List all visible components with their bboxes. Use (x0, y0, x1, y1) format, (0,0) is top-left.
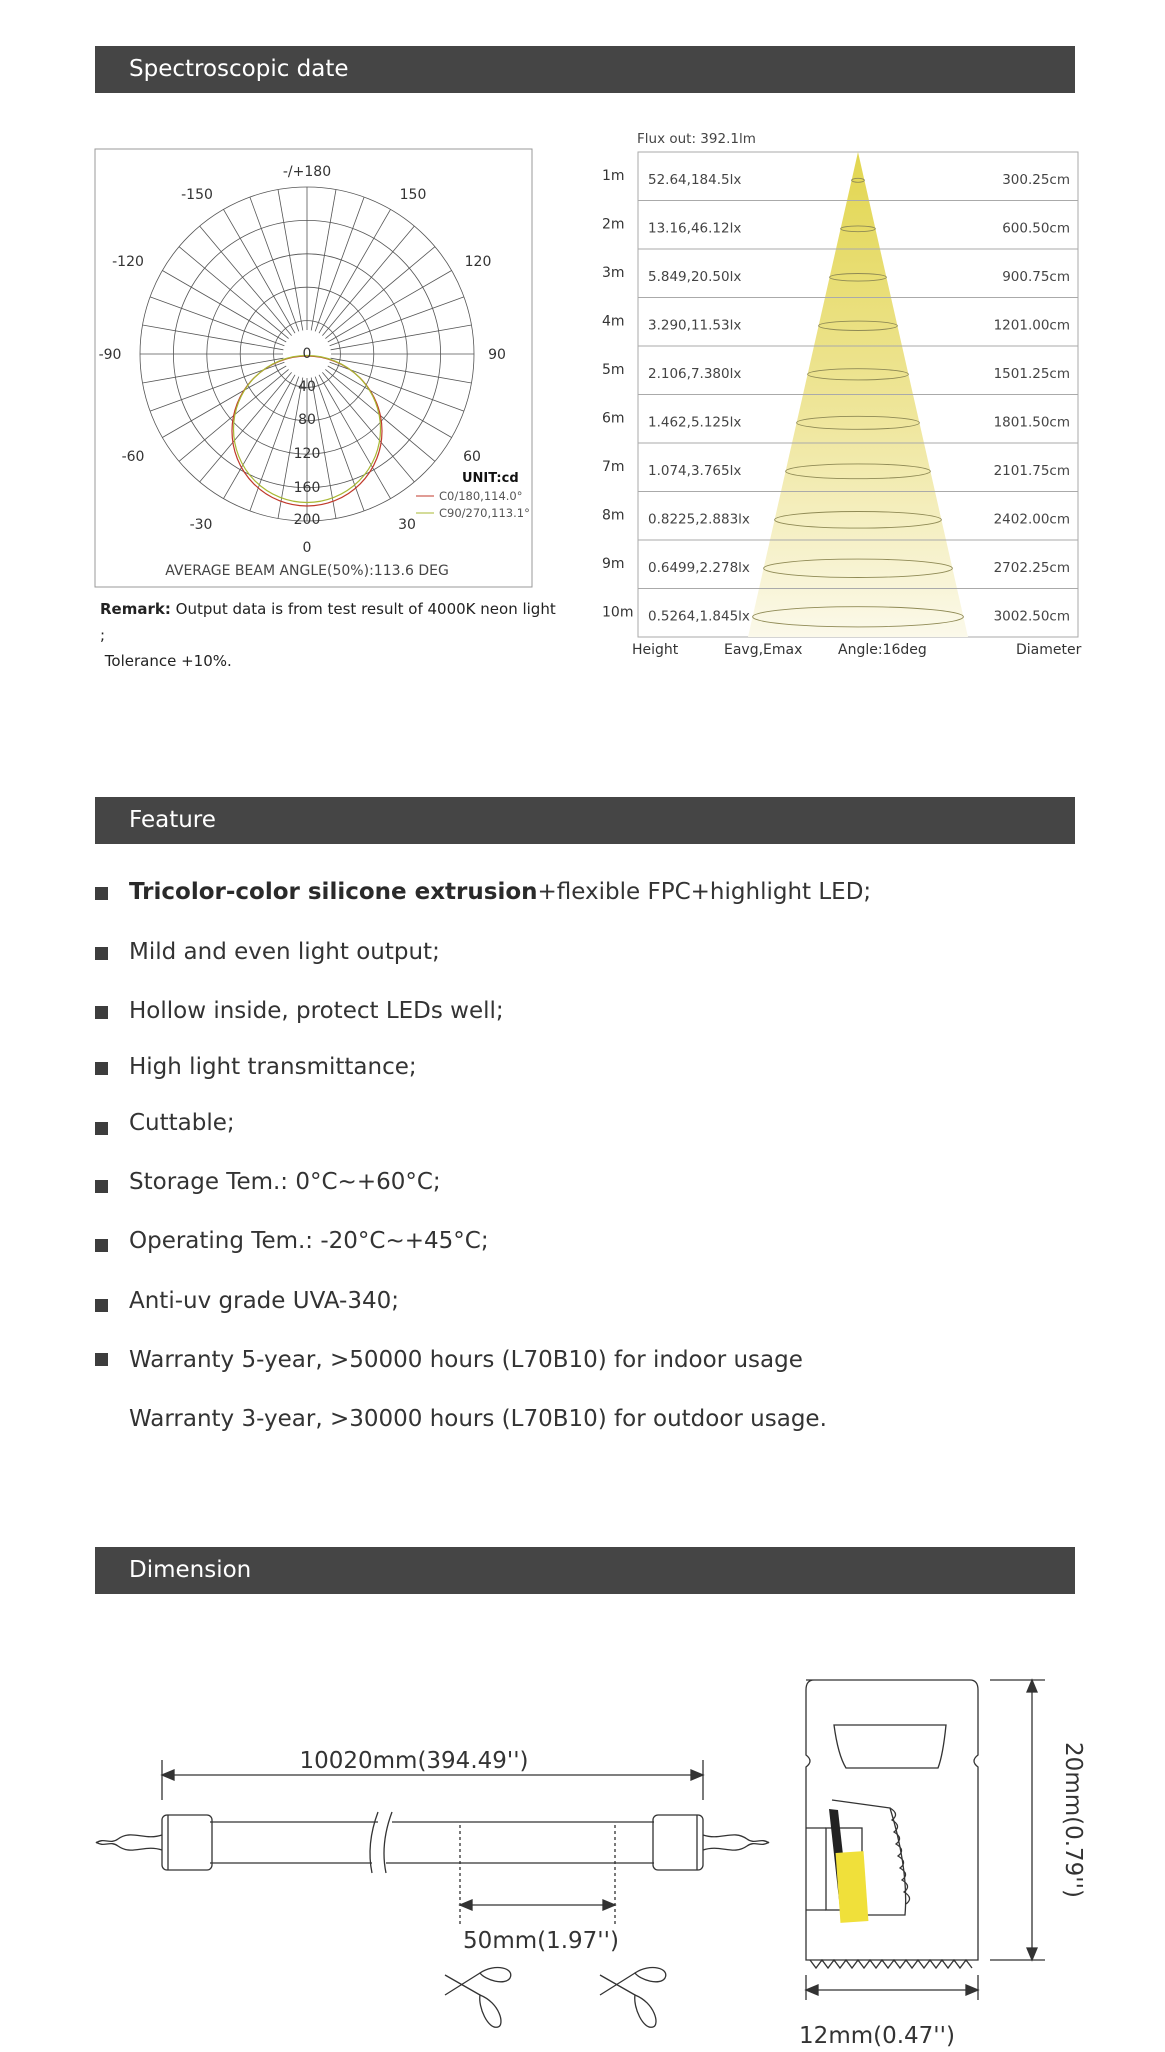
cone-diameter-label: 900.75cm (1002, 269, 1070, 285)
cone-diameter-label: 600.50cm (1002, 220, 1070, 237)
polar-radial-label: 80 (298, 412, 316, 428)
dimension-drawing (90, 1660, 1090, 2052)
cone-illuminance-label: 3.290,11.53lx (648, 317, 742, 334)
cone-illuminance-label: 5.849,20.50lx (648, 269, 742, 285)
polar-spoke (325, 247, 435, 339)
cone-illuminance-label: 1.462,5.125lx (648, 414, 742, 431)
cone-height-label: 6m (602, 410, 625, 427)
polar-angle-label: -30 (189, 517, 213, 533)
bullet-icon (95, 1353, 108, 1366)
legend-c90: C90/270,113.1° (439, 506, 530, 520)
polar-spoke (200, 226, 292, 336)
polar-angle-label: 0 (302, 540, 312, 556)
cone-illuminance-label: 52.64,184.5lx (648, 172, 742, 188)
feature-bold: Tricolor-color silicone extrusion (129, 879, 538, 905)
bullet-icon (95, 1122, 108, 1135)
col-angle: Angle:16deg (838, 642, 927, 658)
polar-radial-label: 120 (293, 446, 321, 462)
polar-angle-label: -60 (121, 449, 145, 465)
cone-diameter-label: 300.25cm (1002, 172, 1070, 188)
unit-label: UNIT:cd (462, 471, 519, 486)
section-title: Spectroscopic date (129, 56, 349, 82)
section-header-dimension (95, 1547, 1075, 1594)
section-title: Feature (129, 807, 216, 833)
feature-text: +flexible FPC+highlight LED; (537, 879, 872, 905)
bullet-icon (95, 1180, 108, 1193)
remark-tolerance: Tolerance +10%. (104, 652, 232, 670)
strip-side-view (96, 1760, 769, 1925)
polar-radial-label: 200 (293, 512, 321, 528)
cone-diameter-label: 2101.75cm (993, 463, 1070, 479)
polar-candela-diagram (94, 148, 534, 588)
cone-diameter-label: 3002.50cm (993, 608, 1070, 625)
scissors-icon (445, 1968, 511, 2028)
feature-text: Operating Tem.: -20°C~+45°C; (129, 1228, 489, 1254)
col-eavg: Eavg,Emax (724, 642, 803, 658)
bullet-icon (95, 947, 108, 960)
bullet-icon (95, 1239, 108, 1252)
cone-height-label: 2m (602, 216, 625, 233)
polar-spoke (322, 226, 414, 336)
cone-height-label: 9m (602, 556, 625, 572)
feature-text: High light transmittance; (129, 1054, 417, 1080)
feature-text: Mild and even light output; (129, 939, 440, 965)
cone-diameter-label: 2402.00cm (993, 511, 1070, 528)
polar-spoke (319, 209, 391, 333)
cross-section-view (806, 1680, 1045, 2000)
polar-angle-label: -/+180 (282, 164, 332, 180)
cone-height-label: 10m (602, 604, 634, 621)
section-header-spectroscopic (95, 46, 1075, 93)
polar-angle-label: 90 (488, 347, 506, 363)
col-diameter: Diameter (1016, 642, 1082, 658)
cone-illuminance-label: 13.16,46.12lx (648, 220, 742, 237)
feature-text: Anti-uv grade UVA-340; (129, 1288, 400, 1314)
polar-radial-label: 0 (302, 346, 312, 362)
feature-text: Warranty 3-year, >30000 hours (L70B10) for outdoor usage. (129, 1406, 827, 1432)
polar-angle-label: 60 (463, 449, 481, 465)
remark (100, 596, 560, 674)
bullet-icon (95, 1006, 108, 1019)
remark-label: Remark: (100, 600, 171, 618)
cone-illuminance-label: 0.8225,2.883lx (648, 511, 750, 528)
polar-angle-label: 150 (399, 187, 427, 203)
bullet-icon (95, 1062, 108, 1075)
polar-spoke (162, 271, 286, 343)
cone-diameter-label: 1801.50cm (993, 414, 1070, 431)
polar-spoke (162, 366, 286, 438)
cone-diameter-label: 1201.00cm (993, 317, 1070, 334)
cut-dimension: 50mm(1.97'') (463, 1928, 619, 1954)
bullet-icon (95, 887, 108, 900)
col-height: Height (632, 642, 679, 658)
polar-spoke (179, 247, 289, 339)
polar-spoke (224, 209, 296, 333)
feature-text: Storage Tem.: 0°C~+60°C; (129, 1169, 441, 1195)
cone-illuminance-label: 1.074,3.765lx (648, 463, 742, 479)
cone-diameter-label: 2702.25cm (993, 560, 1070, 576)
polar-radial-label: 40 (298, 379, 316, 395)
feature-text: Cuttable; (129, 1110, 235, 1136)
cone-diameter-label: 1501.25cm (993, 366, 1070, 382)
cone-illuminance-label: 0.5264,1.845lx (648, 608, 750, 625)
polar-angle-label: -120 (112, 254, 144, 270)
cone-height-label: 7m (602, 459, 625, 475)
section-header-feature (95, 797, 1075, 844)
cone-height-label: 4m (602, 313, 625, 330)
width-dimension: 12mm(0.47'') (799, 2023, 955, 2049)
height-dimension: 20mm(0.79'') (1060, 1742, 1086, 1898)
feature-text: Hollow inside, protect LEDs well; (129, 998, 504, 1024)
cone-illuminance-label: 0.6499,2.278lx (648, 560, 750, 576)
cone-height-label: 8m (602, 507, 625, 524)
section-title: Dimension (129, 1557, 252, 1583)
cone-height-label: 5m (602, 362, 625, 378)
polar-angle-label: -150 (181, 187, 213, 203)
polar-angle-label: 120 (464, 254, 492, 270)
polar-angle-label: -90 (98, 347, 122, 363)
cone-illuminance-label: 2.106,7.380lx (648, 366, 742, 382)
polar-radial-label: 160 (293, 480, 321, 496)
cone-height-label: 1m (602, 168, 625, 184)
scissors-icon (600, 1968, 666, 2028)
length-dimension: 10020mm(394.49'') (299, 1748, 529, 1774)
bullet-icon (95, 1299, 108, 1312)
light-cone-diagram (590, 125, 1090, 665)
legend-c0: C0/180,114.0° (439, 489, 523, 503)
remark-text: Output data is from test result of 4000K neon light ; (100, 600, 556, 644)
led-chip (836, 1851, 869, 1923)
polar-angle-label: 30 (398, 517, 416, 533)
polar-spoke (328, 271, 452, 343)
beam-angle-caption: AVERAGE BEAM ANGLE(50%):113.6 DEG (165, 563, 449, 579)
cone-height-label: 3m (602, 265, 625, 281)
feature-text: Warranty 5-year, >50000 hours (L70B10) for indoor usage (129, 1347, 803, 1373)
polar-spoke (328, 366, 452, 438)
flux-out: Flux out: 392.1lm (637, 131, 756, 147)
